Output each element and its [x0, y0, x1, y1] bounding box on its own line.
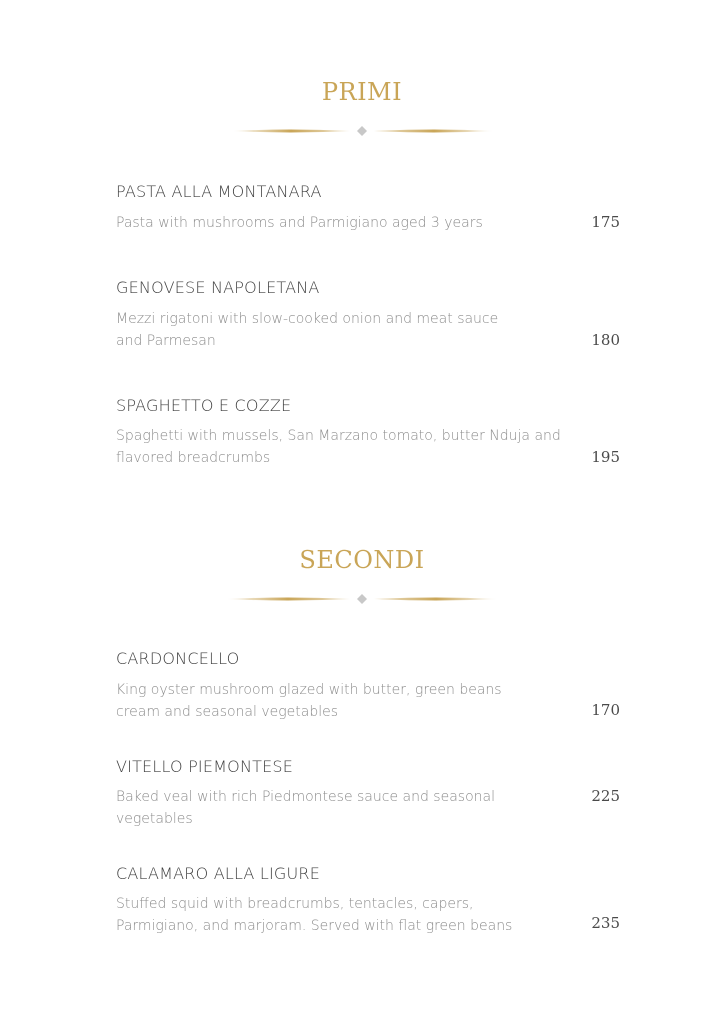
dish-description: King oyster mushroom glazed with butter, green beans cream and seasonal vegetables: [116, 682, 502, 720]
ornament-divider: [0, 592, 724, 606]
dish-price: 180: [591, 331, 620, 349]
dish-name: SPAGHETTO E COZZE: [116, 396, 292, 415]
dish-description: Spaghetti with mussels, San Marzano tomato, butter Nduja and flavored breadcrumbs: [116, 428, 561, 466]
diamond-icon: [357, 126, 367, 136]
dish-description: Pasta with mushrooms and Parmigiano aged 3 years: [116, 215, 483, 231]
dish-description: Stuffed squid with breadcrumbs, tentacles, capers, Parmigiano, and marjoram. Served with flat green beans: [116, 896, 513, 934]
dish-name: CARDONCELLO: [116, 649, 240, 668]
dish-name: PASTA ALLA MONTANARA: [116, 182, 322, 201]
section-title-primi: PRIMI: [321, 78, 403, 106]
dish-description: Baked veal with rich Piedmontese sauce and seasonal vegetables: [116, 789, 495, 827]
dish-description: Mezzi rigatoni with slow-cooked onion and meat sauce and Parmesan: [116, 311, 499, 349]
dish-price: 195: [591, 448, 620, 466]
section-title-secondi: SECONDI: [299, 546, 425, 574]
diamond-icon: [357, 594, 367, 604]
dish-price: 235: [591, 914, 620, 932]
dish-price: 175: [591, 213, 620, 231]
dish-name: CALAMARO ALLA LIGURE: [116, 864, 321, 883]
dish-price: 225: [591, 787, 620, 805]
dish-name: GENOVESE NAPOLETANA: [116, 278, 320, 297]
dish-name: VITELLO PIEMONTESE: [116, 757, 294, 776]
ornament-divider: [0, 124, 724, 138]
dish-price: 170: [591, 701, 620, 719]
